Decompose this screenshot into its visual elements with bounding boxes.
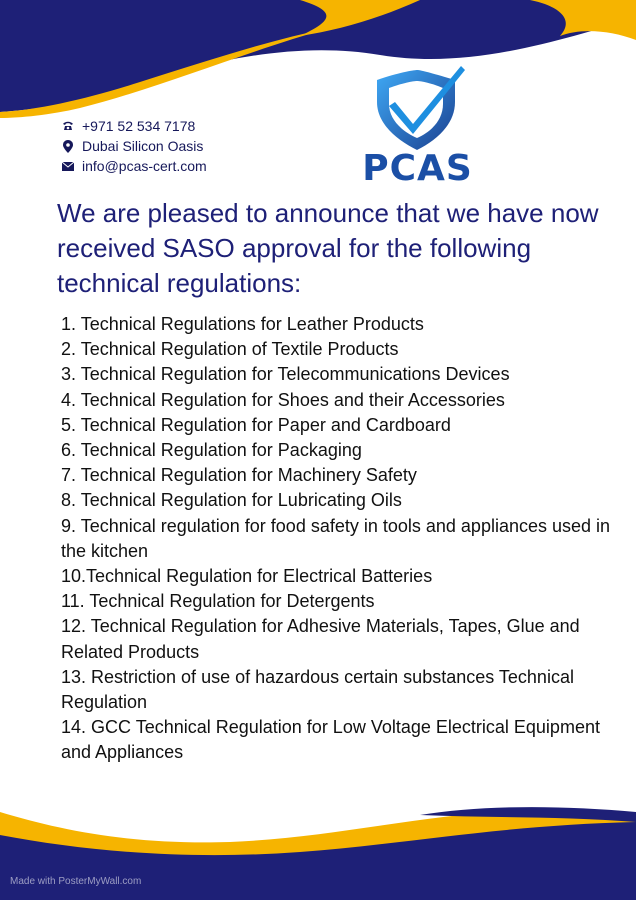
list-item: 7. Technical Regulation for Machinery Safety (61, 465, 417, 486)
list-item: 12. Technical Regulation for Adhesive Materials, Tapes, Glue and Related Products (61, 616, 580, 662)
contact-phone[interactable]: +971 52 534 7178 (82, 118, 196, 134)
pcas-logo (355, 62, 480, 192)
bottom-navy-wave (0, 822, 636, 900)
email-icon (60, 159, 76, 173)
list-item: 4. Technical Regulation for Shoes and their Accessories (61, 389, 505, 410)
list-item: 14. GCC Technical Regulation for Low Voltage Electrical Equipment and Appliances (61, 717, 600, 763)
contact-email[interactable]: info@pcas-cert.com (82, 158, 207, 174)
phone-icon (60, 119, 76, 133)
list-item: 13. Restriction of use of hazardous certain substances Technical Regulation (61, 666, 574, 713)
regulations-list (58, 312, 618, 766)
logo-text: PCAS (362, 148, 473, 189)
list-item: 3. Technical Regulation for Telecommunications Devices (61, 364, 510, 385)
list-item: 9. Technical regulation for food safety in tools and appliances used in the kitchen (61, 515, 611, 561)
contact-location-row (60, 136, 207, 156)
headline: We are pleased to announce that we have now received SASO approval for the following technical regulations: (57, 198, 599, 298)
contact-location: Dubai Silicon Oasis (82, 138, 204, 154)
contact-phone-row (60, 116, 207, 136)
list-item: 5. Technical Regulation for Paper and Cardboard (61, 414, 451, 435)
list-item: 6. Technical Regulation for Packaging (61, 440, 362, 461)
watermark: Made with PosterMyWall.com (10, 876, 142, 887)
list-item: 11. Technical Regulation for Detergents (61, 591, 375, 612)
list-item: 10.Technical Regulation for Electrical Batteries (61, 566, 433, 587)
list-item: 2. Technical Regulation of Textile Products (61, 339, 399, 360)
contact-info (60, 116, 207, 176)
shield-check-icon (355, 62, 480, 152)
contact-email-row (60, 156, 207, 176)
list-item: 1. Technical Regulations for Leather Products (61, 314, 424, 334)
location-pin-icon (60, 139, 76, 153)
list-item: 8. Technical Regulation for Lubricating Oils (61, 490, 402, 511)
